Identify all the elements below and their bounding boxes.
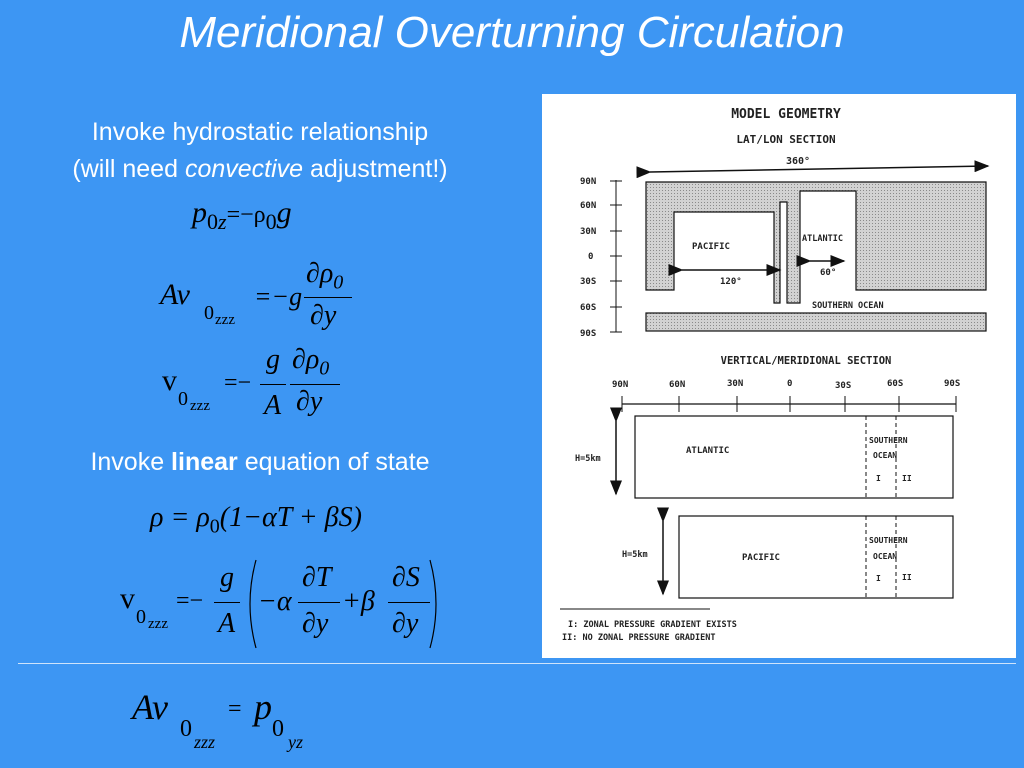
zone-ii-label-2: II	[902, 573, 912, 582]
southern-label-2a: SOUTHERN	[869, 536, 908, 545]
legend-line-2: II: NO ZONAL PRESSURE GRADIENT	[562, 633, 716, 643]
depth-label-1: H=5km	[575, 454, 601, 464]
eq5-dS: ∂S	[392, 562, 420, 593]
axis-label-30n: 30N	[727, 379, 744, 389]
lon-360-arrow	[650, 166, 988, 172]
southern-label-1a: SOUTHERN	[869, 436, 908, 445]
slide-title: Meridional Overturning Circulation	[179, 8, 845, 57]
eq5-g: g	[220, 562, 234, 593]
linear-post: equation of state	[237, 448, 430, 476]
eq2-av: Av	[160, 278, 190, 311]
atlantic-label: ATLANTIC	[802, 234, 843, 244]
eq3-sub0: 0	[178, 388, 188, 410]
eq5-subzzz: zzz	[148, 616, 168, 632]
meridional-axis	[612, 379, 960, 412]
model-geometry-figure	[542, 94, 1016, 658]
eq3-g: g	[266, 344, 280, 375]
linear-eos-text	[10, 448, 510, 477]
eq2-subzzz: zzz	[215, 312, 235, 328]
atlantic-box-label: ATLANTIC	[686, 446, 730, 456]
hydrostatic-line2-post: adjustment!)	[303, 155, 448, 183]
eq2-num-sub: 0	[333, 271, 344, 294]
eq5-v: v	[120, 582, 135, 615]
eq6-p: p	[254, 687, 272, 727]
eq5-alpha: −α	[258, 586, 292, 617]
eq6-psub0: 0	[272, 716, 284, 742]
lat-label-90n: 90N	[580, 177, 597, 187]
axis-label-30s: 30S	[835, 381, 852, 391]
eq3-num-sub: 0	[319, 357, 330, 380]
eq1-rhs-sub: 0	[265, 209, 277, 234]
lon-360-label: 360°	[785, 156, 811, 167]
linear-word: linear	[171, 448, 238, 476]
southern-ocean-label: SOUTHERN OCEAN	[812, 301, 884, 311]
pacific-label: PACIFIC	[692, 242, 730, 252]
eq3-eq: =−	[224, 370, 252, 396]
axis-label-90s: 90S	[944, 379, 961, 389]
lat-label-60n: 60N	[580, 201, 597, 211]
eq5-sub0: 0	[136, 606, 146, 628]
axis-label-0: 0	[787, 379, 793, 389]
antarctica-shape	[646, 313, 986, 331]
lat-label-90s: 90S	[580, 329, 597, 339]
atlantic-width-label: 60°	[820, 268, 837, 278]
eq1-g: g	[276, 196, 292, 229]
zone-ii-label-1: II	[902, 474, 912, 483]
lat-label-30n: 30N	[580, 227, 597, 237]
eq6-psubyz: yz	[288, 732, 303, 752]
southern-label-2b: OCEAN	[873, 552, 898, 561]
pacific-section-box	[679, 516, 953, 598]
equation-v-ts	[120, 558, 450, 658]
eq6-av: Av	[132, 687, 168, 727]
equation-bottom	[132, 686, 372, 766]
eq1-rhs: =−ρ	[226, 202, 266, 228]
eq4-rest: (1−αT + βS)	[219, 502, 362, 533]
eq2-eq: =−g	[254, 282, 303, 311]
eq5-dy2: ∂y	[392, 608, 419, 639]
eq2-sub0: 0	[204, 302, 214, 324]
eq5-eq: =−	[176, 588, 204, 614]
diagram-title: MODEL GEOMETRY	[731, 107, 841, 122]
eq5-dy1: ∂y	[302, 608, 329, 639]
atlantic-section-box	[635, 416, 953, 498]
axis-label-90n: 90N	[612, 380, 629, 390]
eq3-den: ∂y	[296, 386, 323, 417]
eq3-A: A	[264, 390, 282, 421]
hydrostatic-text	[10, 114, 510, 188]
eq3-frac2-bar	[290, 384, 340, 385]
pacific-width-label: 120°	[720, 277, 742, 287]
eq1-sub0: 0	[207, 209, 218, 234]
eq1-subz: z	[218, 209, 227, 234]
hydrostatic-line2-pre: (will need	[72, 155, 185, 183]
eq5-plus-beta: +β	[342, 586, 375, 617]
eq5-dT: ∂T	[302, 562, 332, 593]
convective-word: convective	[184, 155, 304, 183]
eq2-den: ∂y	[310, 300, 337, 331]
eq6-eq: =	[228, 696, 242, 722]
eq5-frac3-bar	[388, 602, 430, 603]
legend-line-1: I: ZONAL PRESSURE GRADIENT EXISTS	[568, 620, 737, 630]
eq6-sub0: 0	[180, 716, 192, 742]
axis-label-60n: 60N	[669, 380, 686, 390]
zone-i-label-2: I	[876, 574, 881, 583]
latlon-section-title: LAT/LON SECTION	[736, 133, 836, 146]
equation-v	[162, 344, 362, 424]
eq5-frac1-bar	[214, 602, 240, 603]
southern-label-1b: OCEAN	[873, 451, 898, 460]
eq2-frac-bar	[304, 297, 352, 298]
hydrostatic-line1: Invoke hydrostatic relationship	[91, 118, 429, 146]
equation-thermal-wind	[160, 258, 360, 338]
eq3-v: v	[162, 364, 177, 397]
divider-line	[18, 663, 1016, 664]
lat-label-60s: 60S	[580, 303, 597, 313]
eq3-subzzz: zzz	[190, 398, 210, 414]
depth-label-2: H=5km	[622, 550, 648, 560]
eq6-subzzz: zzz	[194, 732, 216, 752]
lat-label-0: 0	[588, 252, 594, 262]
equation-hydrostatic	[192, 196, 292, 235]
vertical-section-title: VERTICAL/MERIDIONAL SECTION	[720, 355, 892, 367]
eq4-sub: 0	[209, 515, 220, 538]
axis-label-60s: 60S	[887, 379, 904, 389]
pacific-box-label: PACIFIC	[742, 553, 780, 563]
eq3-frac1-bar	[260, 384, 286, 385]
zone-i-label-1: I	[876, 474, 881, 483]
linear-pre: Invoke	[90, 448, 172, 476]
eq2-num: ∂ρ	[306, 258, 334, 289]
eq5-A: A	[218, 608, 236, 639]
equation-state	[150, 502, 362, 539]
eq5-frac2-bar	[298, 602, 340, 603]
eq4-text: ρ = ρ	[150, 502, 210, 533]
eq1-p: p	[192, 196, 207, 229]
eq3-num: ∂ρ	[292, 344, 320, 375]
eq5-right-paren	[426, 558, 444, 650]
lat-label-30s: 30S	[580, 277, 597, 287]
lat-axis	[580, 177, 622, 339]
